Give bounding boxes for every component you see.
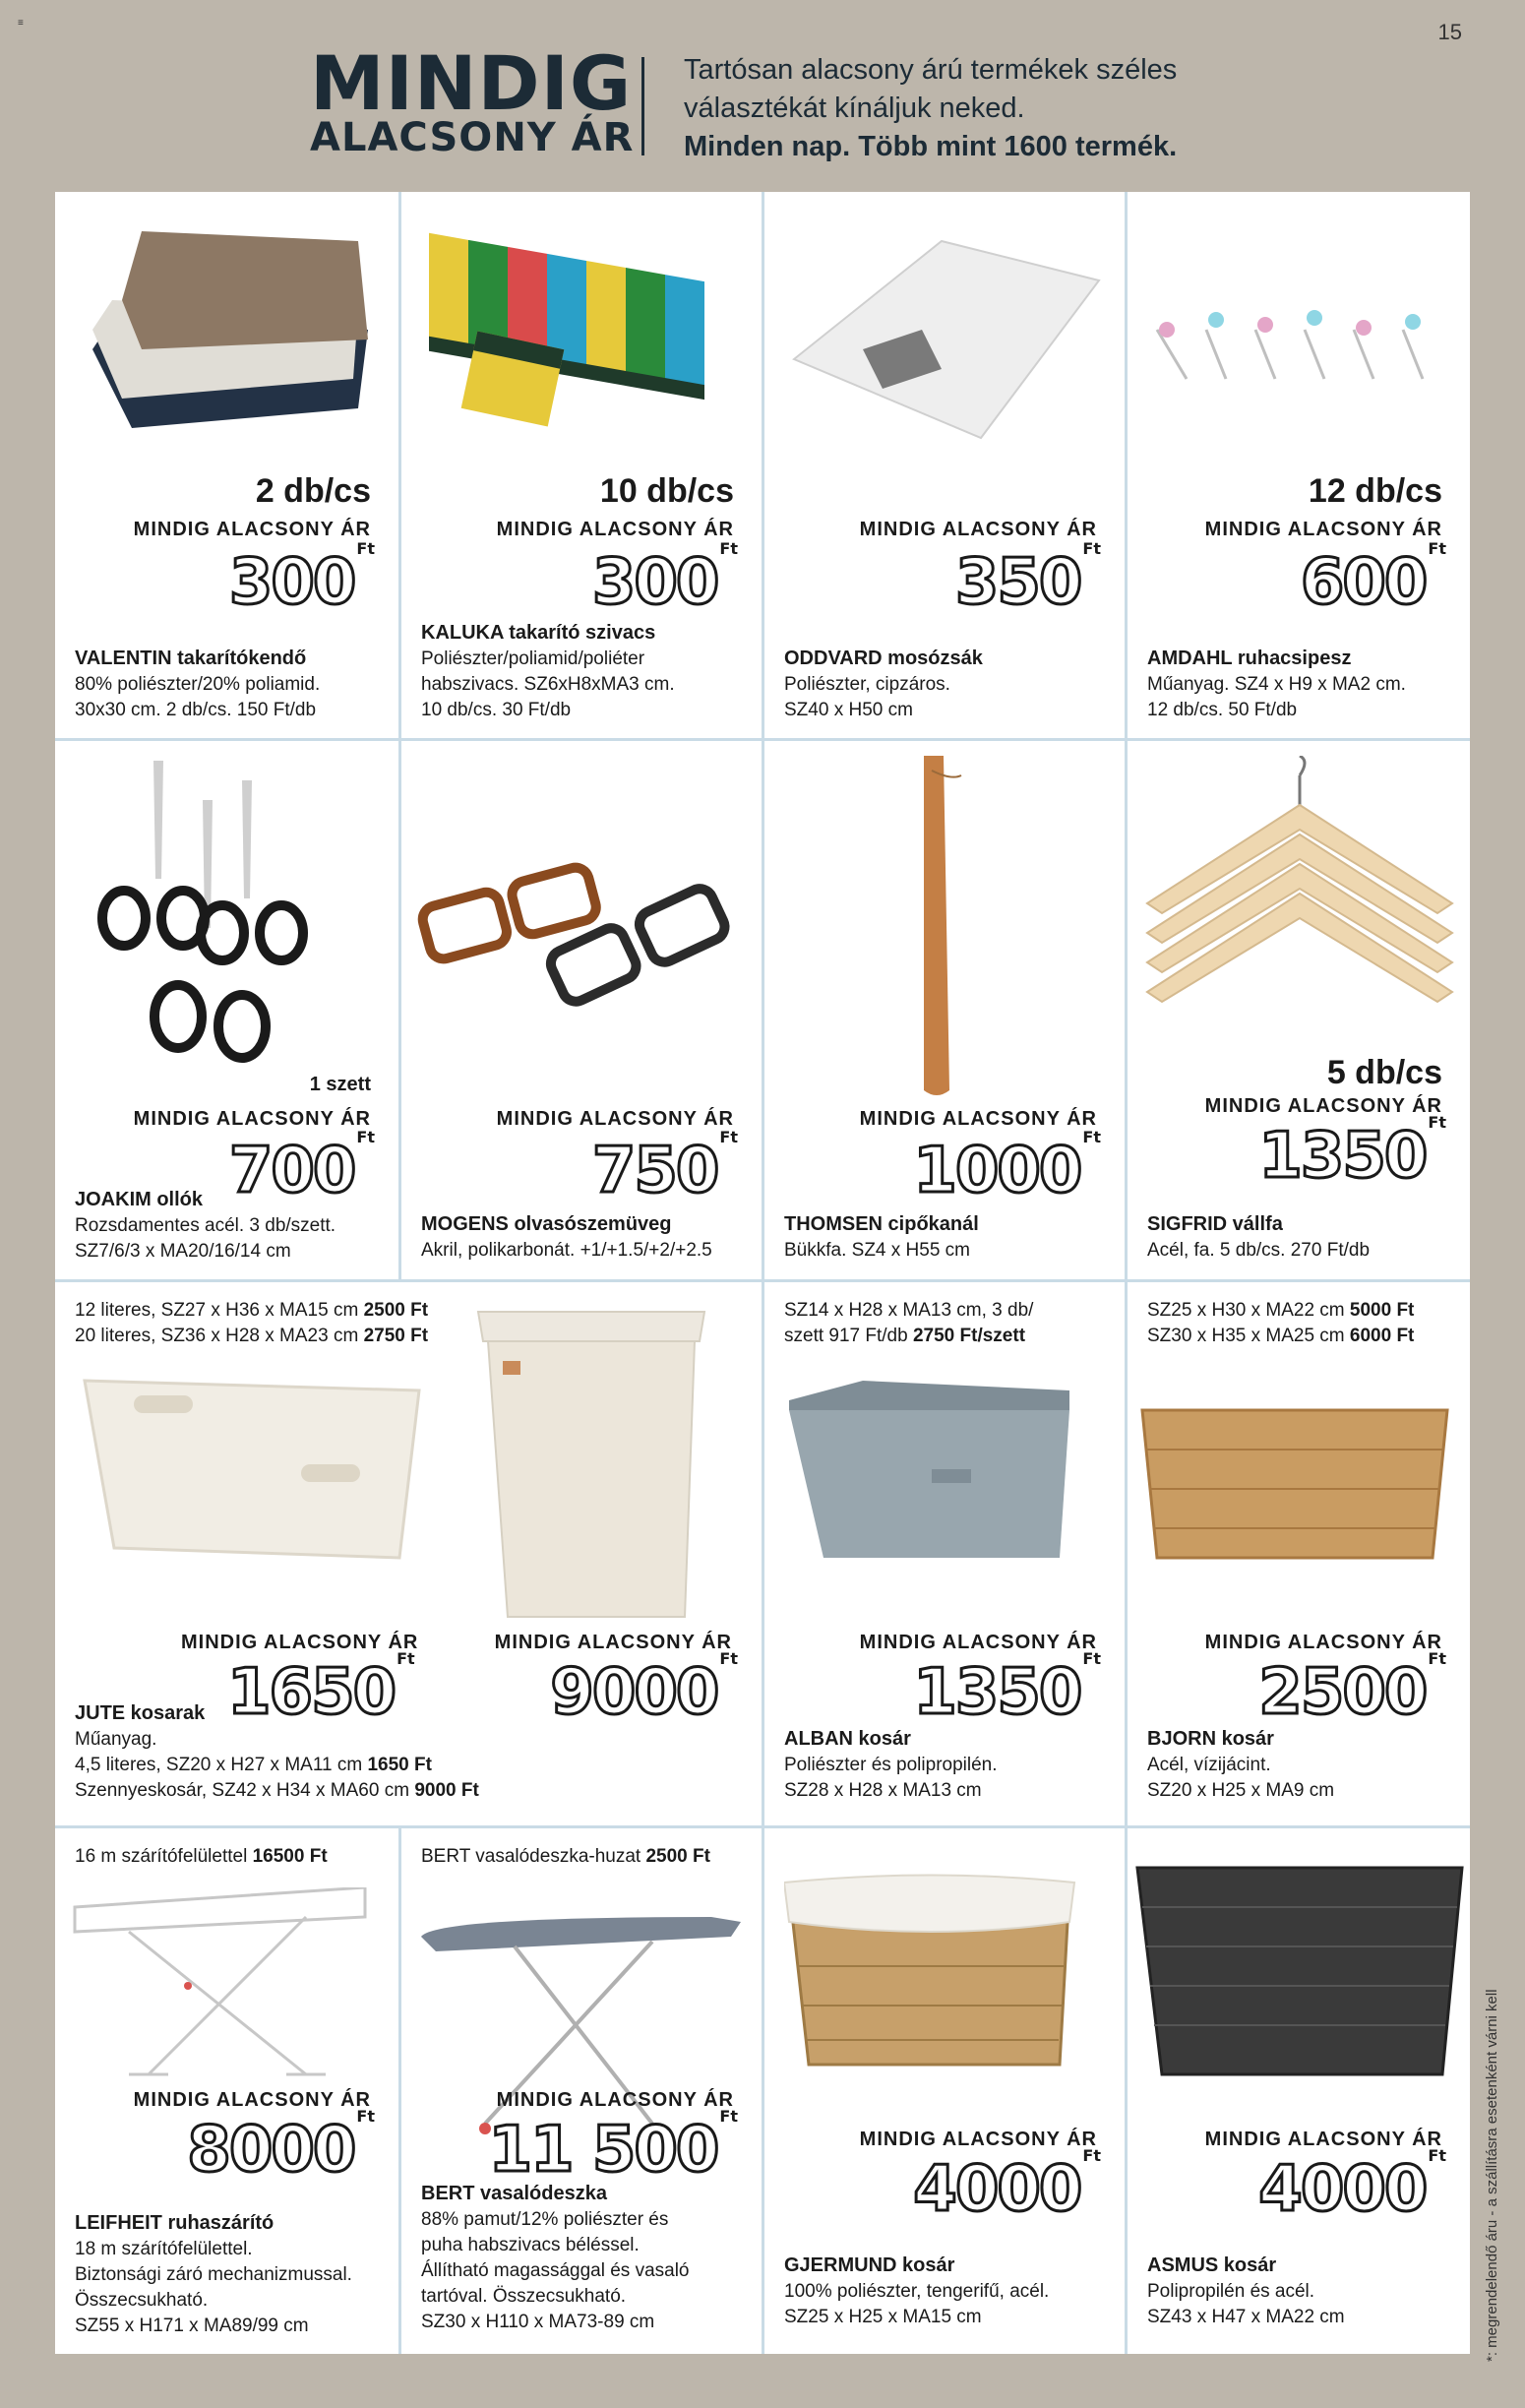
product-desc: Műanyag. SZ4 x H9 x MA2 cm. 12 db/cs. 50 Ft/db <box>1147 674 1406 720</box>
product-name: ALBAN kosár <box>784 1728 911 1750</box>
brand-label: MINDIG ALACSONY ÁR <box>1204 1095 1442 1117</box>
product-name: AMDAHL ruhacsipesz <box>1147 648 1352 669</box>
price: 600 $^{Ft}$ <box>1300 538 1446 619</box>
product-name: THOMSEN cipőkanál <box>784 1213 979 1235</box>
brand-label: MINDIG ALACSONY ÁR <box>496 1108 734 1130</box>
side-note: *: megrendelendő áru - a szállításra esetenként várni kell <box>1484 1989 1500 2362</box>
tagline-line-1: Tartósan alacsony árú termékek széles <box>684 54 1178 86</box>
brand-label: MINDIG ALACSONY ÁR <box>859 519 1097 540</box>
product-desc: Acél, vízijácint. SZ20 x H25 x MA9 cm <box>1147 1755 1335 1801</box>
laundry-hamper-image <box>468 1302 714 1627</box>
product-oddvard[interactable] <box>764 192 1128 741</box>
price: 1350 $^{Ft}$ <box>1258 1112 1446 1193</box>
price: 1350 $^{Ft}$ <box>913 1648 1101 1729</box>
product-kaluka[interactable] <box>401 192 764 741</box>
logo-line-1: MINDIG <box>310 39 633 127</box>
product-leifheit[interactable] <box>55 1828 401 2354</box>
product-desc: 100% poliészter, tengerifű, acél. SZ25 x H25 x MA15 cm <box>784 2281 1050 2327</box>
wicker-basket-image <box>1137 1400 1452 1568</box>
product-desc: Polipropilén és acél. SZ43 x H47 x MA22 cm <box>1147 2281 1345 2327</box>
brand-label: MINDIG ALACSONY ÁR <box>1204 1632 1442 1653</box>
price: 4000 $^{Ft}$ <box>913 2145 1101 2226</box>
price: 2500 $^{Ft}$ <box>1258 1648 1446 1729</box>
brand-label: MINDIG ALACSONY ÁR <box>133 2089 371 2111</box>
shoehorn-image <box>912 756 991 1100</box>
product-thomsen[interactable] <box>764 741 1128 1282</box>
hanger-image <box>1142 756 1457 1031</box>
price: 300 $^{Ft}$ <box>591 538 738 619</box>
clothespin-image <box>1147 290 1462 418</box>
quantity: 5 db/cs <box>1326 1054 1442 1091</box>
product-name: GJERMUND kosár <box>784 2254 955 2276</box>
woven-basket-image <box>1132 1858 1467 2084</box>
product-valentin[interactable] <box>55 192 401 741</box>
logo <box>310 39 635 160</box>
brand-label: MINDIG ALACSONY ÁR <box>496 2089 734 2111</box>
product-name: BERT vasalódeszka <box>421 2183 607 2204</box>
brand-label: MINDIG ALACSONY ÁR <box>133 1108 371 1130</box>
product-name: JOAKIM ollók <box>75 1189 204 1210</box>
brand-label: MINDIG ALACSONY ÁR <box>133 519 371 540</box>
size-info: SZ25 x H30 x MA22 cm 5000 Ft SZ30 x H35 x MA25 cm 6000 Ft <box>1147 1300 1415 1346</box>
quantity: 1 szett <box>309 1074 371 1095</box>
product-alban[interactable] <box>764 1282 1128 1828</box>
price: 350 $^{Ft}$ <box>954 538 1101 619</box>
price-basket: 1650 $^{Ft}$ <box>227 1648 415 1729</box>
brand-label-1: MINDIG ALACSONY ÁR <box>181 1632 419 1653</box>
product-desc: Poliészter és polipropilén. SZ28 x H28 x MA13 cm <box>784 1755 998 1801</box>
brand-label: MINDIG ALACSONY ÁR <box>1204 2129 1442 2150</box>
product-desc: Rozsdamentes acél. 3 db/szett. SZ7/6/3 x MA20/16/14 cm <box>75 1215 336 1262</box>
product-name: VALENTIN takarítókendő <box>75 648 307 669</box>
tagline-line-2: választékát kínáljuk neked. <box>684 93 1025 124</box>
price: 1000 $^{Ft}$ <box>913 1127 1101 1207</box>
price: 700 $^{Ft}$ <box>228 1127 375 1207</box>
price: 300 $^{Ft}$ <box>228 538 375 619</box>
product-name: MOGENS olvasószemüveg <box>421 1213 672 1235</box>
basket-image <box>75 1371 429 1568</box>
quantity: 2 db/cs <box>255 472 371 510</box>
product-sigfrid[interactable] <box>1128 741 1470 1282</box>
product-name: BJORN kosár <box>1147 1728 1274 1750</box>
product-gjermund[interactable] <box>764 1828 1128 2354</box>
product-desc: 18 m szárítófelülettel. Biztonsági záró mechanizmussal. Összecsukható. SZ55 x H171 x MA89/99 cm <box>75 2239 352 2336</box>
scissors-image <box>94 761 360 1076</box>
size-info: SZ14 x H28 x MA13 cm, 3 db/ szett 917 Ft/db 2750 Ft/szett <box>784 1300 1034 1346</box>
header-divider <box>641 57 644 155</box>
product-desc: Poliészter/poliamid/poliéter habszivacs. SZ6xH8xMA3 cm. 10 db/cs. 30 Ft/db <box>421 648 675 720</box>
brand-label: MINDIG ALACSONY ÁR <box>859 1632 1097 1653</box>
product-amdahl[interactable] <box>1128 192 1470 741</box>
price: 11 500 $^{Ft}$ <box>488 2106 738 2187</box>
brand-label: MINDIG ALACSONY ÁR <box>859 1108 1097 1130</box>
product-grid <box>55 192 1470 2354</box>
quantity: 10 db/cs <box>599 472 734 510</box>
product-desc: Acél, fa. 5 db/cs. 270 Ft/db <box>1147 1240 1371 1261</box>
drying-rack-image <box>70 1887 385 2084</box>
product-desc: 88% pamut/12% poliészter és puha habszivacs béléssel. Állítható magassággal és vasaló tartóval. Összecsukható. SZ30 x H110 x MA73-89 cm <box>421 2209 690 2332</box>
product-bjorn[interactable] <box>1128 1282 1470 1828</box>
price: 750 $^{Ft}$ <box>591 1127 738 1207</box>
lined-basket-image <box>784 1868 1079 2084</box>
product-name: JUTE kosarak <box>75 1702 206 1724</box>
product-jute[interactable] <box>55 1282 764 1828</box>
product-desc: Műanyag. 4,5 literes, SZ20 x H27 x MA11 cm 1650 Ft Szennyeskosár, SZ42 x H34 x MA60 cm 9000 Ft <box>75 1729 479 1801</box>
brand-label: MINDIG ALACSONY ÁR <box>1204 519 1442 540</box>
page-number: 15 <box>1437 20 1462 44</box>
size-info: BERT vasalódeszka-huzat 2500 Ft <box>421 1846 710 1867</box>
product-asmus[interactable] <box>1128 1828 1470 2354</box>
product-name: ODDVARD mosózsák <box>784 648 983 669</box>
product-desc: 80% poliészter/20% poliamid. 30x30 cm. 2 db/cs. 150 Ft/db <box>75 674 321 720</box>
product-joakim[interactable] <box>55 741 401 1282</box>
product-name: ASMUS kosár <box>1147 2254 1277 2276</box>
logo-line-2: ALACSONY ÁR <box>310 115 635 160</box>
tagline-line-3: Minden nap. Több mint 1600 termék. <box>684 131 1178 162</box>
price-hamper: 9000 $^{Ft}$ <box>550 1648 738 1729</box>
sponge-image <box>419 231 744 448</box>
size-info: 16 m szárítófelülettel 16500 Ft <box>75 1846 328 1867</box>
price: 8000 $^{Ft}$ <box>187 2106 375 2187</box>
quantity: 12 db/cs <box>1308 472 1442 510</box>
product-name: LEIFHEIT ruhaszárító <box>75 2212 274 2234</box>
product-desc: Bükkfa. SZ4 x H55 cm <box>784 1240 971 1261</box>
laundry-bag-image <box>784 221 1109 458</box>
product-desc: Akril, polikarbonát. +1/+1.5/+2/+2.5 <box>421 1240 712 1261</box>
tagline <box>684 51 1177 166</box>
towel-image <box>73 231 378 438</box>
product-name: SIGFRID vállfa <box>1147 1213 1283 1235</box>
page-header <box>0 0 1525 187</box>
brand-label: MINDIG ALACSONY ÁR <box>496 519 734 540</box>
glasses-image <box>416 839 751 1017</box>
product-bert[interactable] <box>401 1828 764 2354</box>
product-mogens[interactable] <box>401 741 764 1282</box>
product-name: KALUKA takarító szivacs <box>421 622 656 644</box>
corner-mark: ≡ <box>18 18 24 29</box>
price: 4000 $^{Ft}$ <box>1258 2145 1446 2226</box>
storage-box-image <box>784 1381 1079 1568</box>
size-info: 12 literes, SZ27 x H36 x MA15 cm 2500 Ft 20 literes, SZ36 x H28 x MA23 cm 2750 Ft <box>75 1300 429 1346</box>
brand-label-2: MINDIG ALACSONY ÁR <box>494 1632 732 1653</box>
brand-label: MINDIG ALACSONY ÁR <box>859 2129 1097 2150</box>
product-desc: Poliészter, cipzáros. SZ40 x H50 cm <box>784 674 950 720</box>
